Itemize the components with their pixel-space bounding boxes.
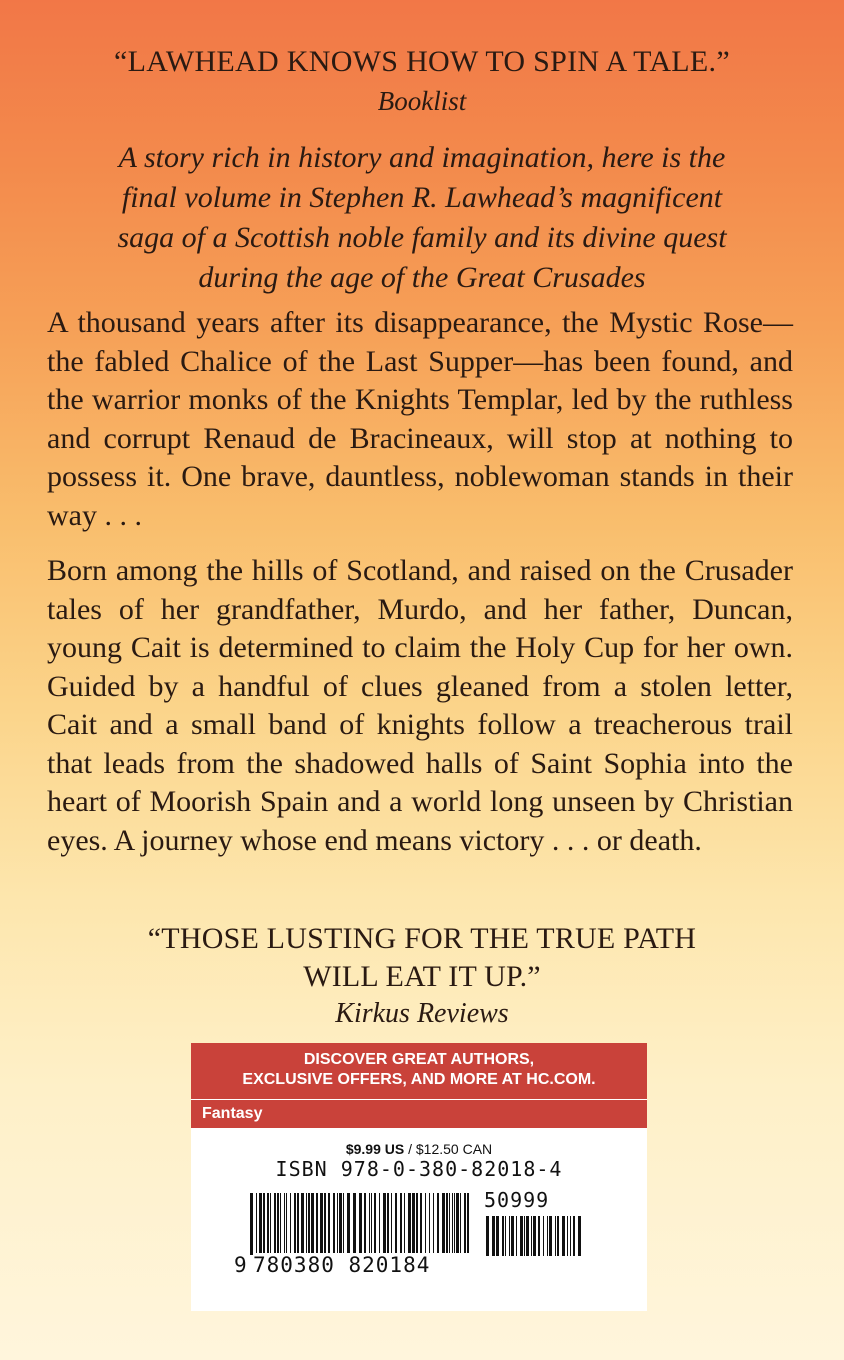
barcode-bar: [263, 1193, 265, 1255]
price-separator: /: [404, 1141, 416, 1157]
barcode-bar: [308, 1193, 310, 1255]
barcode-bar: [520, 1216, 523, 1256]
barcode-bar: [301, 1193, 304, 1255]
barcode-bar: [280, 1193, 281, 1255]
barcode-bar: [316, 1193, 318, 1255]
barcode-bar: [343, 1193, 344, 1255]
synopsis-paragraph-1: A thousand years after its disappearance, the Mystic Rose—the fabled Chalice of the Last Supper—has been found, and the warrior monks of the Knights Templar, led by the ruthless and corrupt Renaud de Bracineaux, will stop at nothing to possess it. One brave, dauntless, noblewoman stands in their way . . .: [47, 306, 793, 532]
barcode-bar: [364, 1193, 366, 1255]
barcode-bar: [404, 1193, 405, 1255]
barcode-bar: [486, 1216, 489, 1256]
promo-line-2: EXCLUSIVE OFFERS, AND MORE AT HC.COM.: [242, 1071, 596, 1088]
promo-line-1: DISCOVER GREAT AUTHORS,: [303, 1051, 535, 1068]
barcode-bar: [533, 1216, 536, 1256]
barcode-bar: [387, 1193, 389, 1255]
barcode-bar: [437, 1193, 439, 1255]
ean-barcode: [250, 1193, 472, 1255]
barcode-bar: [531, 1216, 532, 1256]
top-review-quote: “LAWHEAD KNOWS HOW TO SPIN A TALE.”: [114, 45, 730, 78]
barcode-bar: [297, 1193, 299, 1255]
barcode-bar: [383, 1193, 386, 1255]
price-us: $9.99 US: [345, 1141, 405, 1157]
barcode-bar: [395, 1193, 397, 1255]
barcode-bar: [516, 1216, 517, 1256]
ean-lead-digit: 9: [234, 1253, 247, 1277]
barcode-bar: [492, 1216, 495, 1256]
barcode-bar: [509, 1216, 510, 1256]
synopsis-paragraph-2: Born among the hills of Scotland, and raised on the Crusader tales of her grandfather, Murdo, and her father, Duncan, young Cait is determined to claim the Holy Cup for her own. Guided by a handful of clues gleaned from a stolen letter, Cait and a small band of knights follow a treacherous trail that leads from the shadowed halls of Saint Sophia into the heart of Moorish Spain and a world long unseen by Christian eyes. A journey whose end means victory . . . or death.: [47, 554, 793, 857]
barcode-bar: [277, 1193, 279, 1255]
barcode-bar: [524, 1216, 525, 1256]
promo-banner: [191, 1043, 647, 1099]
barcode-bar: [416, 1193, 418, 1255]
barcode-bar: [337, 1193, 338, 1255]
barcode-bar: [557, 1216, 559, 1256]
barcode-bar: [408, 1193, 411, 1255]
barcode-bar: [446, 1193, 448, 1255]
barcode-bar: [286, 1193, 287, 1255]
barcode-bar: [320, 1193, 323, 1255]
barcode-bar: [333, 1193, 335, 1255]
barcode-bar: [391, 1193, 392, 1255]
barcode-bar: [284, 1193, 285, 1255]
bottom-review-source: Kirkus Reviews: [335, 998, 509, 1029]
barcode-bar: [259, 1193, 262, 1255]
barcode-bar: [267, 1193, 269, 1255]
barcode-bar: [324, 1193, 326, 1255]
barcode-bar: [456, 1193, 459, 1255]
barcode-bar: [526, 1216, 529, 1256]
barcode-bar: [311, 1193, 314, 1255]
price-line: [191, 1141, 647, 1157]
barcode-bar: [511, 1216, 514, 1256]
barcode-bar: [578, 1216, 581, 1256]
barcode-bar: [429, 1193, 430, 1255]
barcode-bar: [379, 1193, 380, 1255]
barcode-bar: [353, 1193, 356, 1255]
top-review-source: Booklist: [377, 86, 467, 116]
barcode-bar: [547, 1216, 548, 1256]
bottom-review-quote-line-1: “THOSE LUSTING FOR THE TRUE PATH: [147, 922, 697, 955]
isbn-text: ISBN 978-0-380-82018-4: [275, 1157, 563, 1181]
barcode-bar: [567, 1216, 568, 1256]
barcode-bar: [256, 1193, 257, 1255]
bottom-review-quote-line-2: WILL EAT IT UP.”: [303, 960, 541, 993]
barcode-bar: [339, 1193, 342, 1255]
addon-barcode: [486, 1216, 582, 1256]
barcode-bar: [549, 1216, 552, 1256]
barcode-bar: [359, 1193, 362, 1255]
barcode-bar: [538, 1216, 540, 1256]
genre-label: Fantasy: [191, 1100, 647, 1128]
barcode-bar: [454, 1193, 455, 1255]
barcode-bar: [573, 1216, 575, 1256]
ean-digits: 780380 820184: [253, 1253, 483, 1277]
barcode-bar: [270, 1193, 271, 1255]
barcode-bar: [250, 1193, 253, 1255]
barcode-bar: [371, 1193, 372, 1255]
barcode-bar: [306, 1193, 307, 1255]
barcode-bar: [502, 1216, 504, 1256]
barcode-bar: [570, 1216, 571, 1256]
barcode-bar: [460, 1193, 461, 1255]
barcode-bar: [290, 1193, 291, 1255]
barcode-bar: [274, 1193, 276, 1255]
barcode-bar: [452, 1193, 453, 1255]
barcode-bar: [294, 1193, 296, 1255]
barcode-bar: [496, 1216, 499, 1256]
barcode-bar: [449, 1193, 450, 1255]
barcode-bar: [543, 1216, 544, 1256]
barcode-bar: [442, 1193, 445, 1255]
barcode-bar: [412, 1193, 415, 1255]
barcode-bar: [464, 1193, 466, 1255]
barcode-bar: [374, 1193, 376, 1255]
addon-digits: 50999: [484, 1188, 550, 1212]
barcode-bar: [369, 1193, 370, 1255]
barcode-bar: [433, 1193, 434, 1255]
price-can: $12.50 CAN: [415, 1141, 493, 1157]
barcode-bar: [400, 1193, 402, 1255]
barcode-bar: [555, 1216, 556, 1256]
barcode-bar: [420, 1193, 422, 1255]
price-barcode-panel: [191, 1043, 647, 1311]
cover-blurb: A story rich in history and imagination, here is the final volume in Stephen R. Lawhead’s magnificent saga of a Scottish noble family and its divine quest during the age of the Great Crusades: [117, 141, 727, 294]
barcode-bar: [347, 1193, 350, 1255]
barcode-bar: [562, 1216, 565, 1256]
bottom-review-quote: [0, 920, 844, 996]
barcode-bar: [505, 1216, 506, 1256]
barcode-bar: [328, 1193, 330, 1255]
barcode-bar: [467, 1193, 469, 1255]
barcode-bar: [425, 1193, 426, 1255]
